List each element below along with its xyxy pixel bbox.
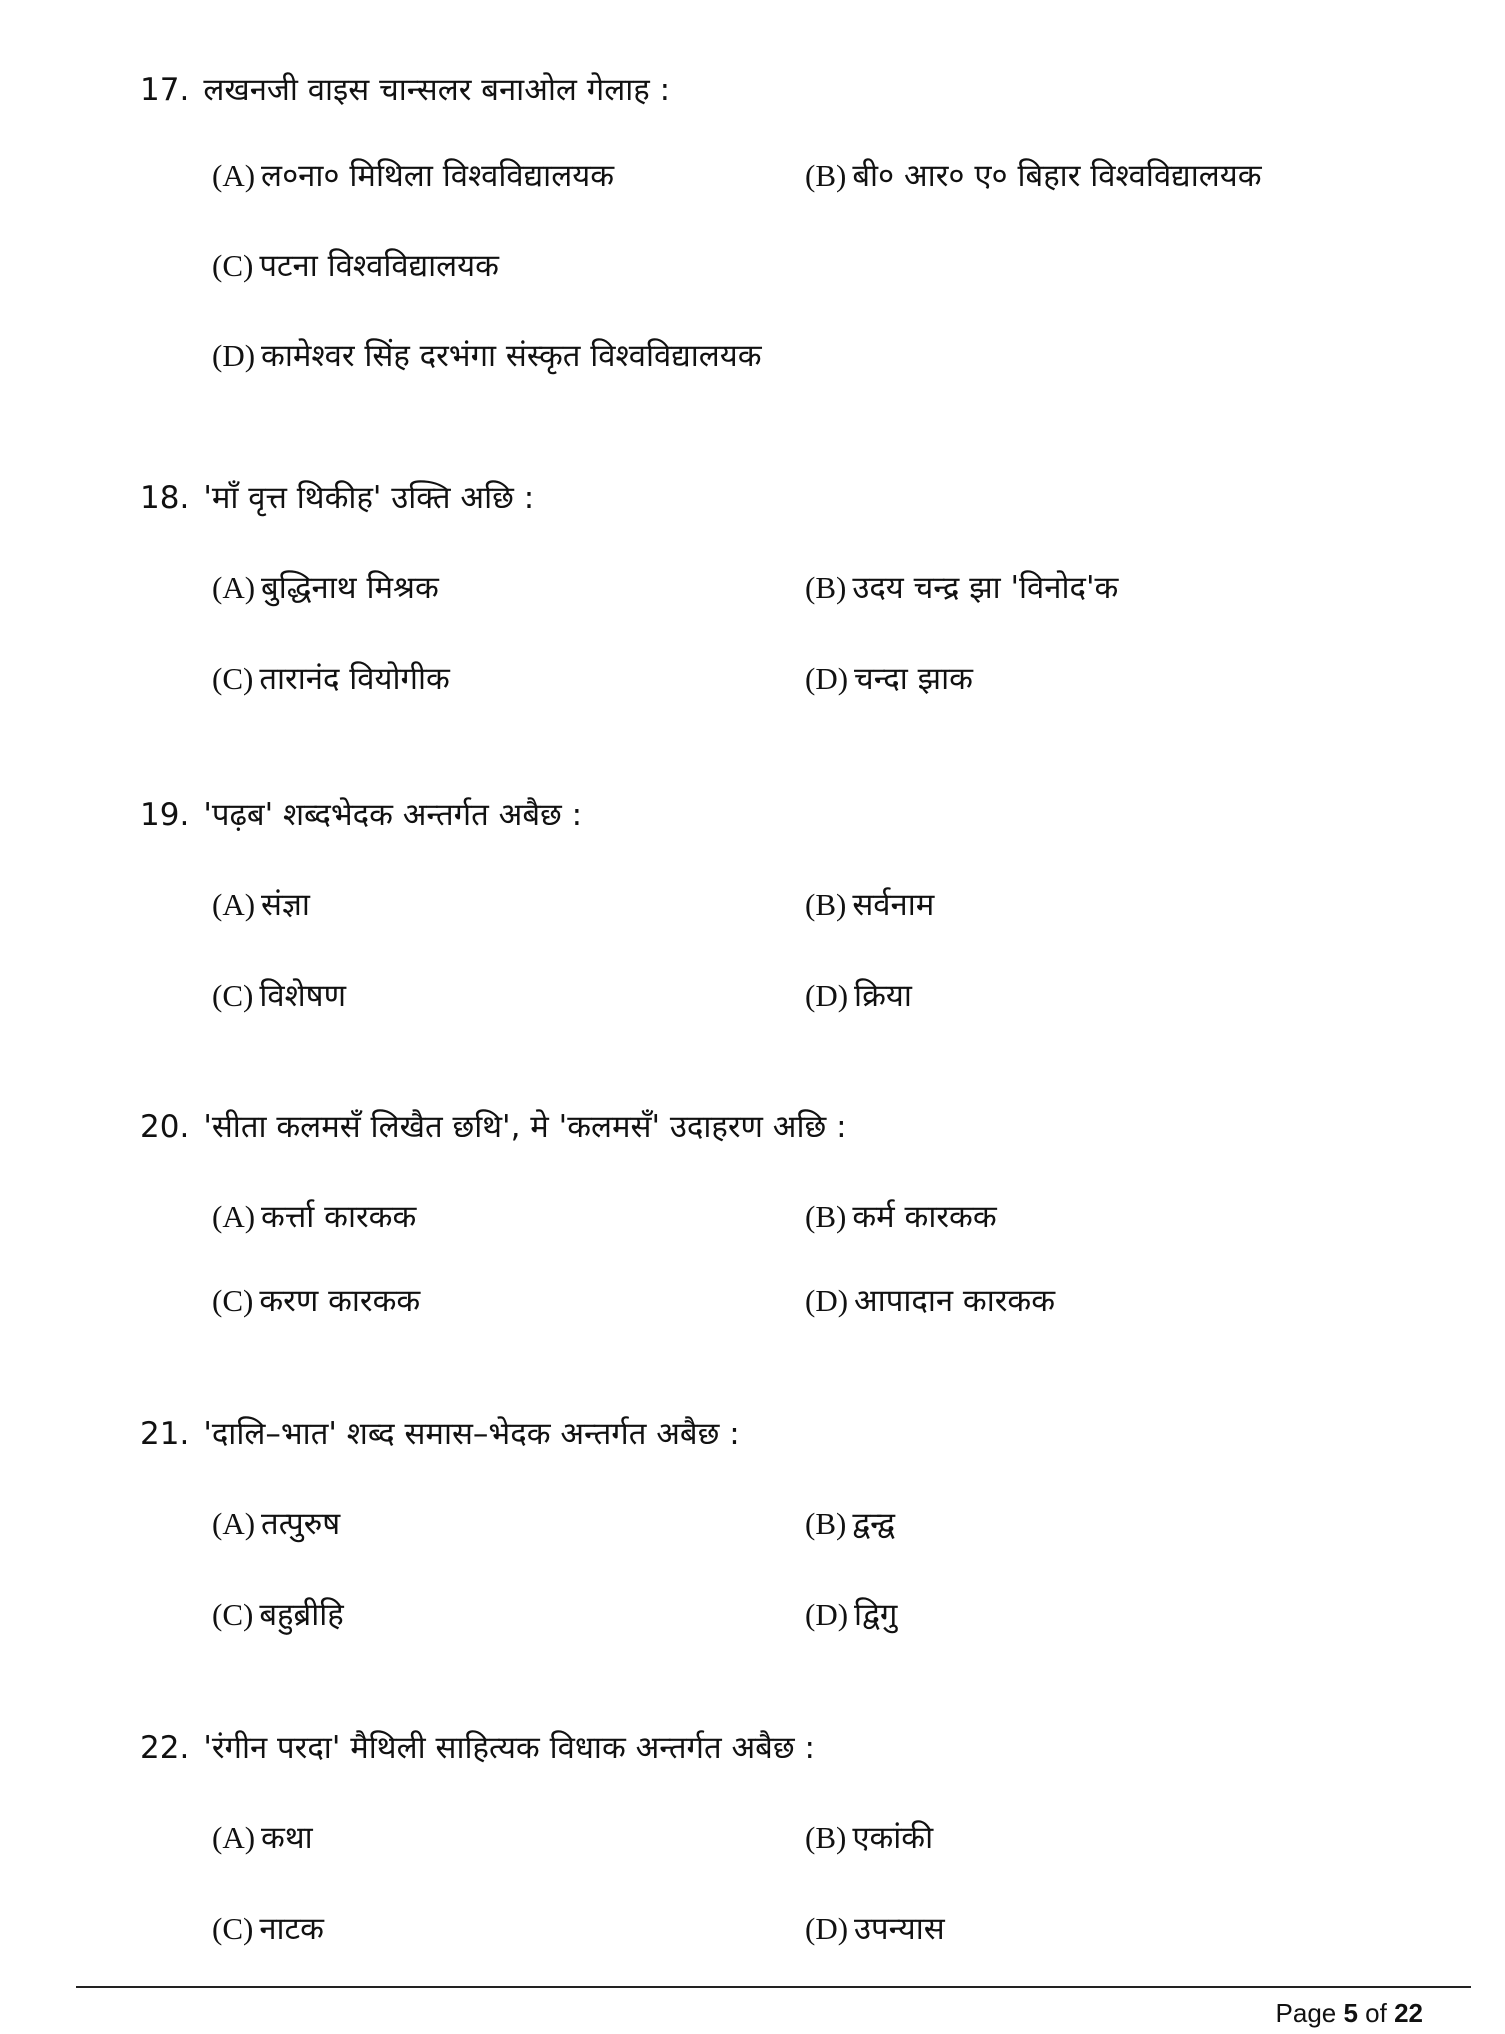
question-18: [140, 478, 1440, 697]
question-number: 17.: [140, 72, 190, 108]
question-number: 21.: [140, 1416, 190, 1452]
option-d: [805, 659, 973, 699]
option-text: कामेश्वर सिंह दरभंगा संस्कृत विश्वविद्यालयक: [261, 338, 762, 374]
option-text: बी० आर० ए० बिहार विश्वविद्यालयक: [852, 158, 1262, 194]
question-number: 19.: [140, 797, 190, 833]
option-text: करण कारकक: [259, 1283, 421, 1319]
option-text: बहुब्रीहि: [259, 1597, 344, 1633]
option-b: [805, 568, 1118, 608]
option-text: उपन्यास: [854, 1911, 945, 1947]
page-prefix: Page: [1275, 1998, 1344, 2028]
option-key: (B): [805, 1506, 847, 1541]
option-key: (D): [805, 978, 849, 1013]
option-text: ल०ना० मिथिला विश्वविद्यालयक: [261, 158, 615, 194]
option-text: विशेषण: [259, 978, 347, 1014]
option-text: कर्त्ता कारकक: [261, 1199, 417, 1235]
option-a: [212, 156, 614, 196]
page-number: [1276, 1997, 1423, 2029]
question-stem: [140, 478, 1440, 518]
question-stem: [140, 795, 1440, 835]
option-key: (C): [212, 978, 254, 1013]
option-key: (D): [805, 1911, 849, 1946]
option-c: [212, 659, 450, 699]
option-b: [805, 156, 1262, 196]
option-key: (B): [805, 1199, 847, 1234]
option-key: (D): [805, 1283, 849, 1318]
option-text: चन्दा झाक: [854, 661, 973, 697]
question-text: 'माँ वृत्त थिकीह' उक्ति अछि :: [203, 480, 535, 516]
option-key: (B): [805, 570, 847, 605]
option-key: (C): [212, 248, 254, 283]
option-text: कर्म कारकक: [852, 1199, 997, 1235]
option-text: तत्पुरुष: [261, 1506, 341, 1542]
option-a: [212, 1504, 340, 1544]
option-b: [805, 1197, 997, 1237]
option-key: (A): [212, 1199, 256, 1234]
option-key: (C): [212, 1911, 254, 1946]
page-of: of: [1357, 1998, 1395, 2028]
option-key: (D): [805, 1597, 849, 1632]
option-d: [805, 1281, 1055, 1321]
option-key: (B): [805, 1820, 847, 1855]
question-21: [140, 1414, 1440, 1633]
question-stem: [140, 1107, 1440, 1147]
option-text: कथा: [261, 1820, 313, 1856]
option-d: [805, 1909, 945, 1949]
option-d: [805, 1595, 897, 1635]
option-text: आपादान कारकक: [854, 1283, 1056, 1319]
option-a: [212, 568, 439, 608]
option-key: (A): [212, 570, 256, 605]
question-number: 20.: [140, 1109, 190, 1145]
option-key: (C): [212, 661, 254, 696]
option-b: [805, 1504, 895, 1544]
question-22: [140, 1728, 1440, 1947]
option-key: (C): [212, 1597, 254, 1632]
page-total: 22: [1394, 1998, 1423, 2028]
question-stem: [140, 70, 1440, 110]
option-c: [212, 1595, 344, 1635]
option-c: [212, 1281, 420, 1321]
option-key: (D): [212, 338, 256, 373]
question-19: [140, 795, 1440, 1014]
option-text: तारानंद वियोगीक: [259, 661, 450, 697]
option-text: द्वन्द्व: [852, 1506, 895, 1542]
option-b: [805, 1818, 933, 1858]
question-text: 'दालि–भात' शब्द समास–भेदक अन्तर्गत अबैछ :: [203, 1416, 740, 1452]
option-text: द्विगु: [854, 1597, 898, 1633]
page-current: 5: [1343, 1998, 1358, 2028]
option-d: [805, 976, 912, 1016]
question-stem: [140, 1728, 1440, 1768]
option-b: [805, 885, 934, 925]
question-text: 'रंगीन परदा' मैथिली साहित्यक विधाक अन्तर्गत अबैछ :: [203, 1730, 815, 1766]
option-text: क्रिया: [854, 978, 912, 1014]
question-text: 'सीता कलमसँ लिखैत छथि', मे 'कलमसँ' उदाहरण अछि :: [203, 1109, 847, 1145]
option-a: [212, 1818, 313, 1858]
question-number: 22.: [140, 1730, 190, 1766]
option-key: (A): [212, 158, 256, 193]
question-text: 'पढ़ब' शब्दभेदक अन्तर्गत अबैछ :: [203, 797, 583, 833]
option-c: [212, 246, 499, 286]
option-key: (A): [212, 1820, 256, 1855]
option-text: सर्वनाम: [852, 887, 935, 923]
option-key: (B): [805, 887, 847, 922]
option-key: (C): [212, 1283, 254, 1318]
option-a: [212, 1197, 416, 1237]
option-text: उदय चन्द्र झा 'विनोद'क: [852, 570, 1119, 606]
option-text: पटना विश्वविद्यालयक: [259, 248, 499, 284]
question-text: लखनजी वाइस चान्सलर बनाओल गेलाह :: [203, 72, 671, 108]
question-stem: [140, 1414, 1440, 1454]
option-key: (B): [805, 158, 847, 193]
option-d: [212, 336, 762, 376]
option-c: [212, 1909, 324, 1949]
option-text: संज्ञा: [261, 887, 310, 923]
option-key: (A): [212, 887, 256, 922]
option-c: [212, 976, 346, 1016]
option-key: (D): [805, 661, 849, 696]
option-text: एकांकी: [852, 1820, 934, 1856]
option-key: (A): [212, 1506, 256, 1541]
option-a: [212, 885, 310, 925]
question-20: [140, 1107, 1440, 1319]
option-text: बुद्धिनाथ मिश्रक: [261, 570, 439, 606]
question-17: [140, 70, 1440, 374]
option-text: नाटक: [259, 1911, 324, 1947]
question-number: 18.: [140, 480, 190, 516]
footer-divider: [76, 1986, 1471, 1988]
